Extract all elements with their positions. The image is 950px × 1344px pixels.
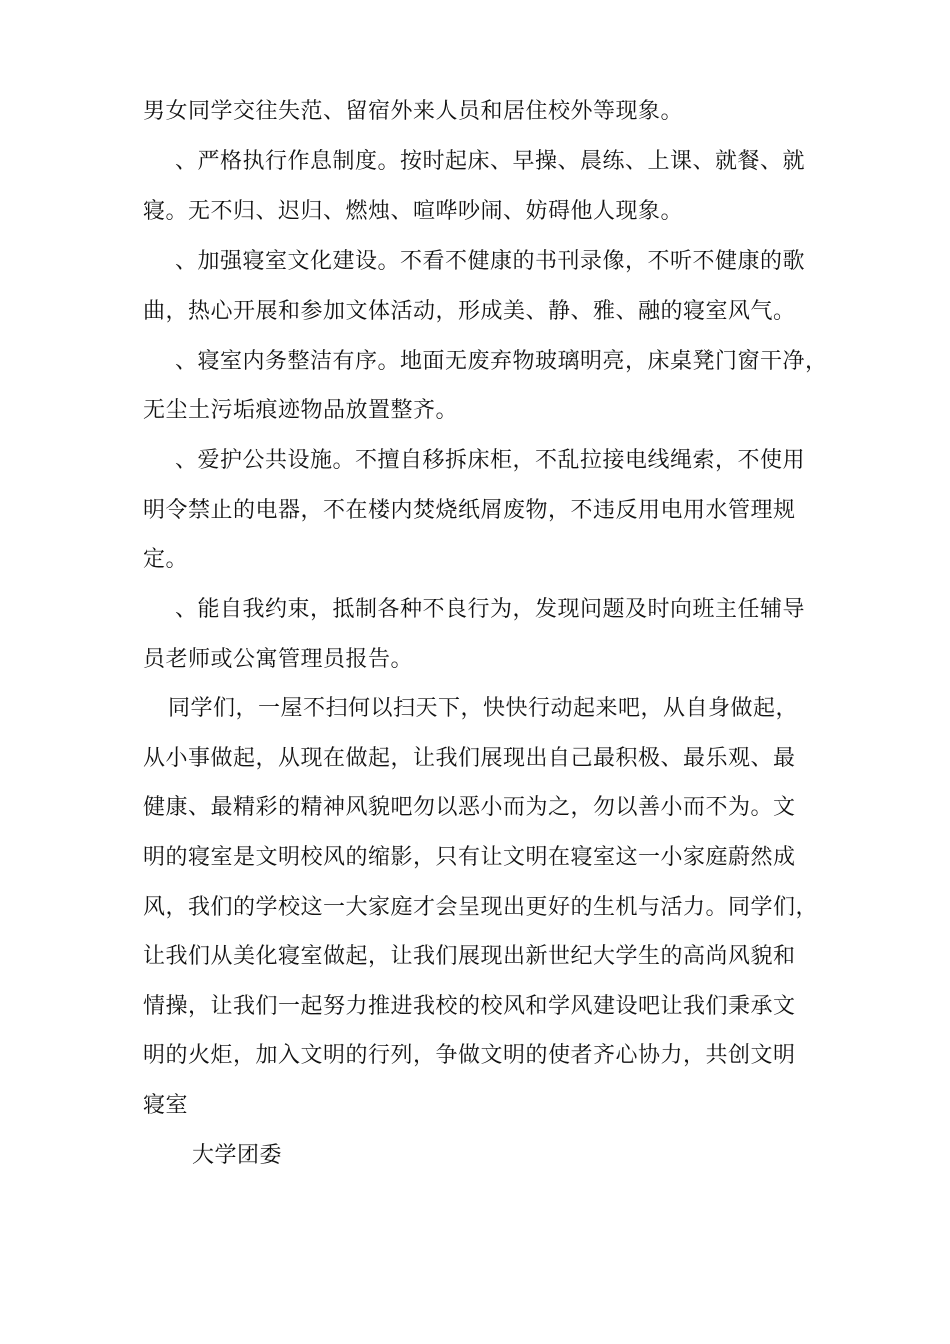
text-line: 无尘土污垢痕迹物品放置整齐。 <box>143 398 459 423</box>
text-line: 曲，热心开展和参加文体活动，形成美、静、雅、融的寝室风气。 <box>143 299 796 324</box>
text-line: 、能自我约束，抵制各种不良行为，发现问题及时向班主任辅导 <box>175 597 806 622</box>
text-line: 让我们从美化寝室做起，让我们展现出新世纪大学生的高尚风貌和 <box>143 944 796 969</box>
text-line: 、寝室内务整洁有序。地面无废弃物玻璃明亮，床桌凳门窗干净， <box>175 349 828 374</box>
text-line: 同学们，一屋不扫何以扫天下，快快行动起来吧，从自身做起， <box>168 696 799 721</box>
text-line: 健康、最精彩的精神风貌吧勿以恶小而为之，勿以善小而不为。文 <box>143 795 796 820</box>
text-line: 定。 <box>143 547 189 572</box>
text-line: 员老师或公寓管理员报告。 <box>143 647 414 672</box>
text-line: 寝室 <box>143 1093 189 1118</box>
text-line: 从小事做起，从现在做起，让我们展现出自己最积极、最乐观、最 <box>143 746 796 771</box>
text-line: 、加强寝室文化建设。不看不健康的书刊录像，不听不健康的歌 <box>175 249 806 274</box>
text-line: 明令禁止的电器，不在楼内焚烧纸屑废物，不违反用电用水管理规 <box>143 498 796 523</box>
text-line: 明的火炬，加入文明的行列，争做文明的使者齐心协力，共创文明 <box>143 1043 796 1068</box>
text-line: 、爱护公共设施。不擅自移拆床柜，不乱拉接电线绳索，不使用 <box>175 448 806 473</box>
text-line: 男女同学交往失范、留宿外来人员和居住校外等现象。 <box>143 99 684 124</box>
text-line: 情操，让我们一起努力推进我校的校风和学风建设吧让我们秉承文 <box>143 994 796 1019</box>
text-line: 风，我们的学校这一大家庭才会呈现出更好的生机与活力。同学们， <box>143 895 819 920</box>
text-line: 、严格执行作息制度。按时起床、早操、晨练、上课、就餐、就 <box>175 149 806 174</box>
signature: 大学团委 <box>192 1143 283 1168</box>
text-line: 寝。无不归、迟归、燃烛、喧哗吵闹、妨碍他人现象。 <box>143 199 684 224</box>
text-line: 明的寝室是文明校风的缩影，只有让文明在寝室这一小家庭蔚然成 <box>143 845 796 870</box>
